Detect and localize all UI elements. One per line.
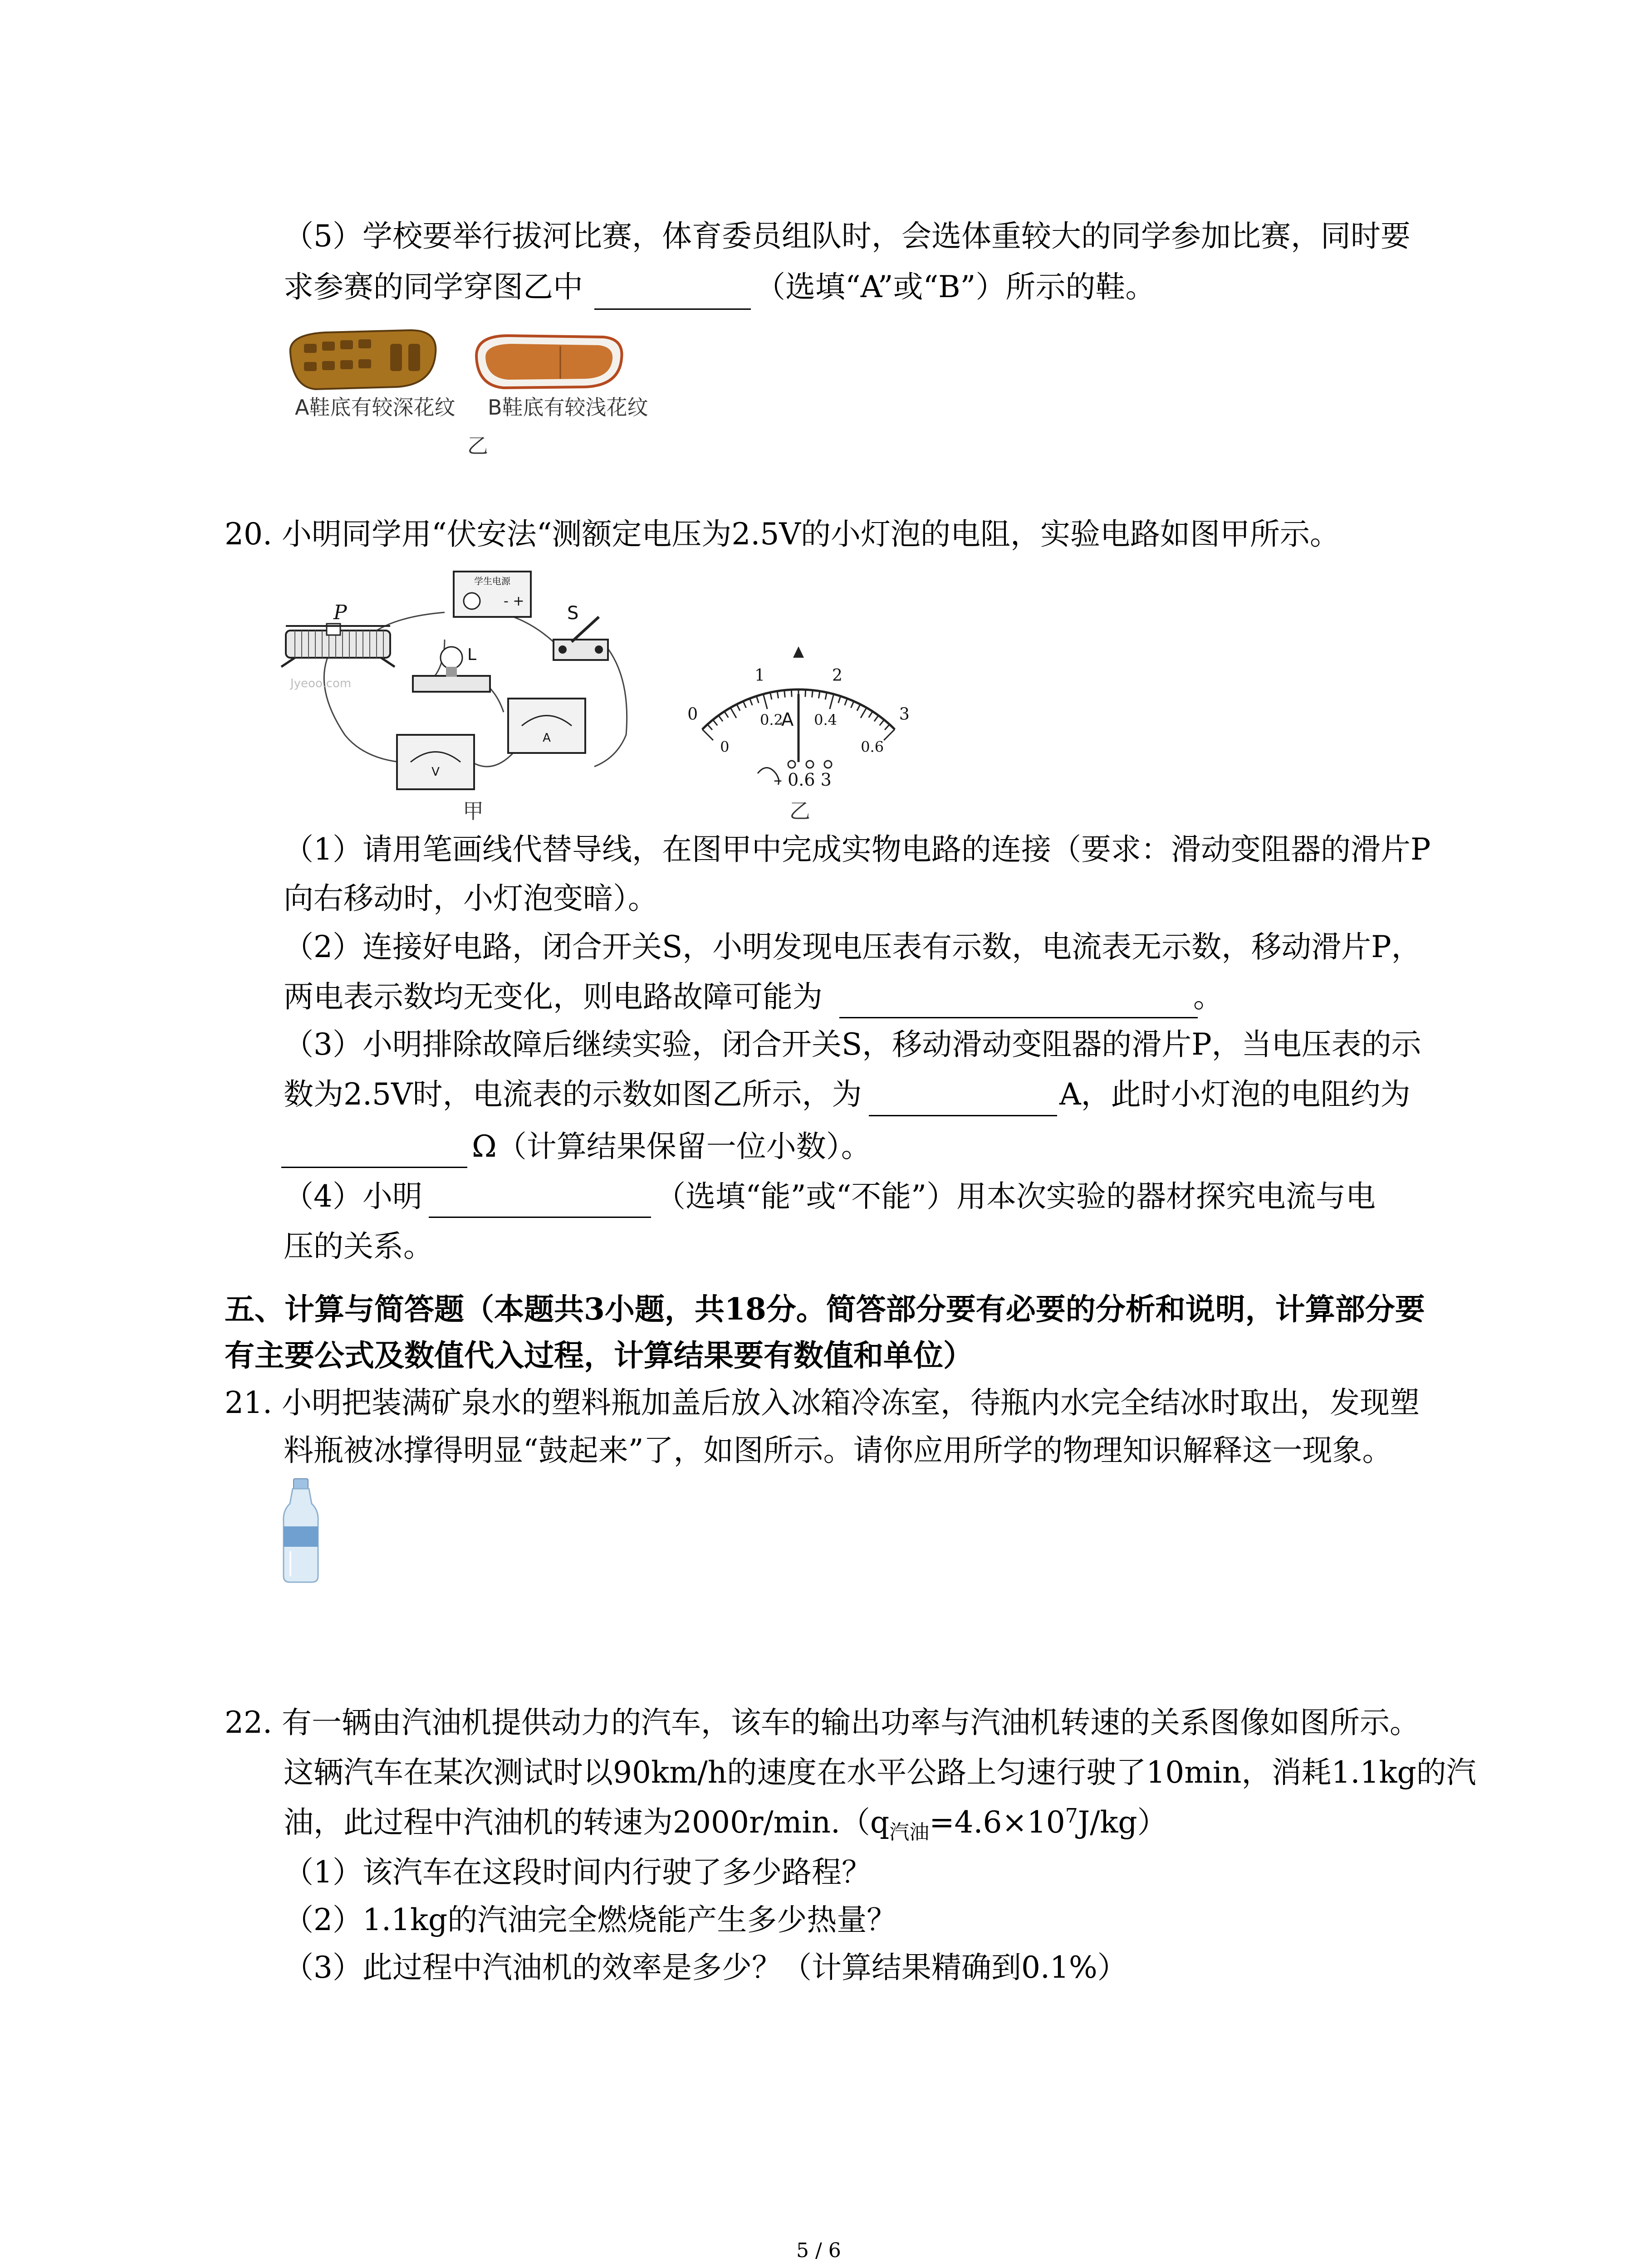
q22-superscript: 7: [1065, 1804, 1078, 1828]
q22-sub2: （2）1.1kg的汽油完全燃烧能产生多少热量？: [284, 1902, 897, 1937]
q22-line3: [284, 1804, 1167, 1844]
figure-label-jia: 甲: [463, 799, 484, 823]
answer-blank-20-3-resistance[interactable]: [281, 1167, 467, 1168]
power-supply-text: 学生电源: [474, 576, 510, 587]
q22-subscript: 汽油: [889, 1821, 930, 1844]
water-bottle-image: [279, 1479, 322, 1583]
dial-inner-tick-label: 0: [720, 738, 730, 756]
svg-text:A: A: [543, 731, 551, 745]
q20-4-line1-start: （4）小明: [284, 1179, 422, 1214]
q20-4-line2: 压的关系。: [284, 1229, 433, 1264]
q22-sub3: （3）此过程中汽油机的效率是多少？（计算结果精确到0.1%）: [284, 1950, 1127, 1985]
ammeter-unit-label: A: [781, 709, 794, 730]
watermark: Jyeoo.com: [290, 677, 352, 690]
section-5-heading-line1: 五、计算与简答题（本题共3小题，共18分。简答部分要有必要的分析和说明，计算部分要: [225, 1291, 1425, 1327]
shoe-b-image: [472, 329, 626, 392]
rheostat-icon: [281, 624, 395, 667]
q19-5-line2-start: 求参赛的同学穿图乙中: [284, 269, 583, 304]
svg-text:V: V: [431, 765, 440, 779]
dial-tick: [884, 729, 895, 740]
q20-3-line1: （3）小明排除故障后继续实验，闭合开关S，移动滑动变阻器的滑片P，当电压表的示: [284, 1027, 1421, 1062]
bulb-icon: [413, 647, 490, 692]
switch-icon: [554, 617, 608, 660]
ammeter-dial: [653, 590, 944, 789]
figure-label-yi-ammeter: 乙: [789, 799, 810, 823]
dial-tick: [861, 708, 867, 718]
dial-inner-tick-label: 0.4: [814, 711, 837, 728]
answer-blank-20-2[interactable]: [839, 1017, 1198, 1018]
q20-stem: 20. 小明同学用“伏安法“测额定电压为2.5V的小灯泡的电阻，实验电路如图甲所示。: [225, 517, 1340, 552]
q20-1-line2: 向右移动时，小灯泡变暗）。: [284, 881, 658, 916]
q22-line1: 22. 有一辆由汽油机提供动力的汽车，该车的输出功率与汽油机转速的关系图像如图所示。: [225, 1705, 1420, 1740]
dial-outer-tick-label: 2: [832, 666, 843, 685]
dial-tick: [830, 694, 834, 709]
q19-5-line2-end: （选填“A”或“B”）所示的鞋。: [755, 269, 1156, 304]
q20-1-line1: （1）请用笔画线代替导线，在图甲中完成实物电路的连接（要求：滑动变阻器的滑片P: [284, 832, 1431, 867]
svg-text:- +: - +: [504, 593, 524, 609]
q20-3-line2-start: 数为2.5V时，电流表的示数如图乙所示，为: [284, 1077, 862, 1112]
q21-line2: 料瓶被冰撑得明显“鼓起来”了，如图所示。请你应用所学的物理知识解释这一现象。: [284, 1433, 1392, 1468]
q22-line2: 这辆汽车在某次测试时以90km/h的速度在水平公路上匀速行驶了10min，消耗1.1kg的汽: [284, 1755, 1476, 1790]
figure-label-yi-shoes: 乙: [467, 434, 488, 458]
q20-2-line2-end: 。: [1193, 979, 1223, 1014]
q20-3-line3: Ω（计算结果保留一位小数）。: [472, 1129, 871, 1164]
page-number: 5 / 6: [796, 2239, 841, 2262]
dial-tick: [730, 708, 736, 718]
label-l: L: [467, 645, 477, 664]
dial-outer-tick-label: 3: [899, 705, 910, 724]
q20-4-line1-end: （选填“能”或“不能”）用本次实验的器材探究电流与电: [656, 1179, 1376, 1214]
voltmeter-icon: [397, 735, 474, 789]
shoe-b-caption: B鞋底有较浅花纹: [488, 395, 648, 420]
q22-line3-mid: =4.6×10: [929, 1805, 1065, 1840]
circuit-diagram: [281, 562, 644, 816]
ammeter-terminal-label: – 0.6 3: [774, 770, 832, 790]
section-5-heading-line2: 有主要公式及数值代入过程，计算结果要有数值和单位）: [225, 1338, 973, 1373]
dial-outer-tick-label: 0: [687, 705, 698, 724]
label-s: S: [567, 603, 579, 624]
q22-line3-start: 油，此过程中汽油机的转速为2000r/min.（q: [284, 1805, 890, 1840]
power-supply-icon: [454, 572, 531, 617]
q20-2-line1: （2）连接好电路，闭合开关S，小明发现电压表有示数，电流表无示数，移动滑片P，: [284, 929, 1421, 964]
dial-outer-tick-label: 1: [754, 666, 765, 685]
dial-tick: [763, 694, 767, 709]
shoe-a-image: [284, 326, 442, 394]
shoe-a-caption: A鞋底有较深花纹: [295, 395, 456, 420]
q22-line3-end: J/kg）: [1078, 1805, 1167, 1840]
answer-blank-20-3-current[interactable]: [869, 1115, 1057, 1116]
ammeter-device-icon: [508, 699, 585, 753]
q22-sub1: （1）该汽车在这段时间内行驶了多少路程？: [284, 1855, 872, 1890]
dial-inner-tick-label: 0.6: [861, 738, 884, 756]
label-p: P: [333, 601, 347, 624]
answer-blank-20-4[interactable]: [429, 1217, 651, 1218]
q19-5-line1: （5）学校要举行拔河比赛，体育委员组队时，会选体重较大的同学参加比赛，同时要: [284, 219, 1411, 254]
answer-blank-19-5[interactable]: [594, 308, 751, 310]
q21-line1: 21. 小明把装满矿泉水的塑料瓶加盖后放入冰箱冷冻室，待瓶内水完全结冰时取出，发现塑: [225, 1385, 1420, 1420]
dial-inner-tick-label: 0.2: [760, 711, 783, 728]
q20-2-line2-start: 两电表示数均无变化，则电路故障可能为: [284, 979, 823, 1014]
q20-3-line2-end: A，此时小灯泡的电阻约为: [1059, 1077, 1411, 1112]
dial-tick: [702, 729, 713, 740]
